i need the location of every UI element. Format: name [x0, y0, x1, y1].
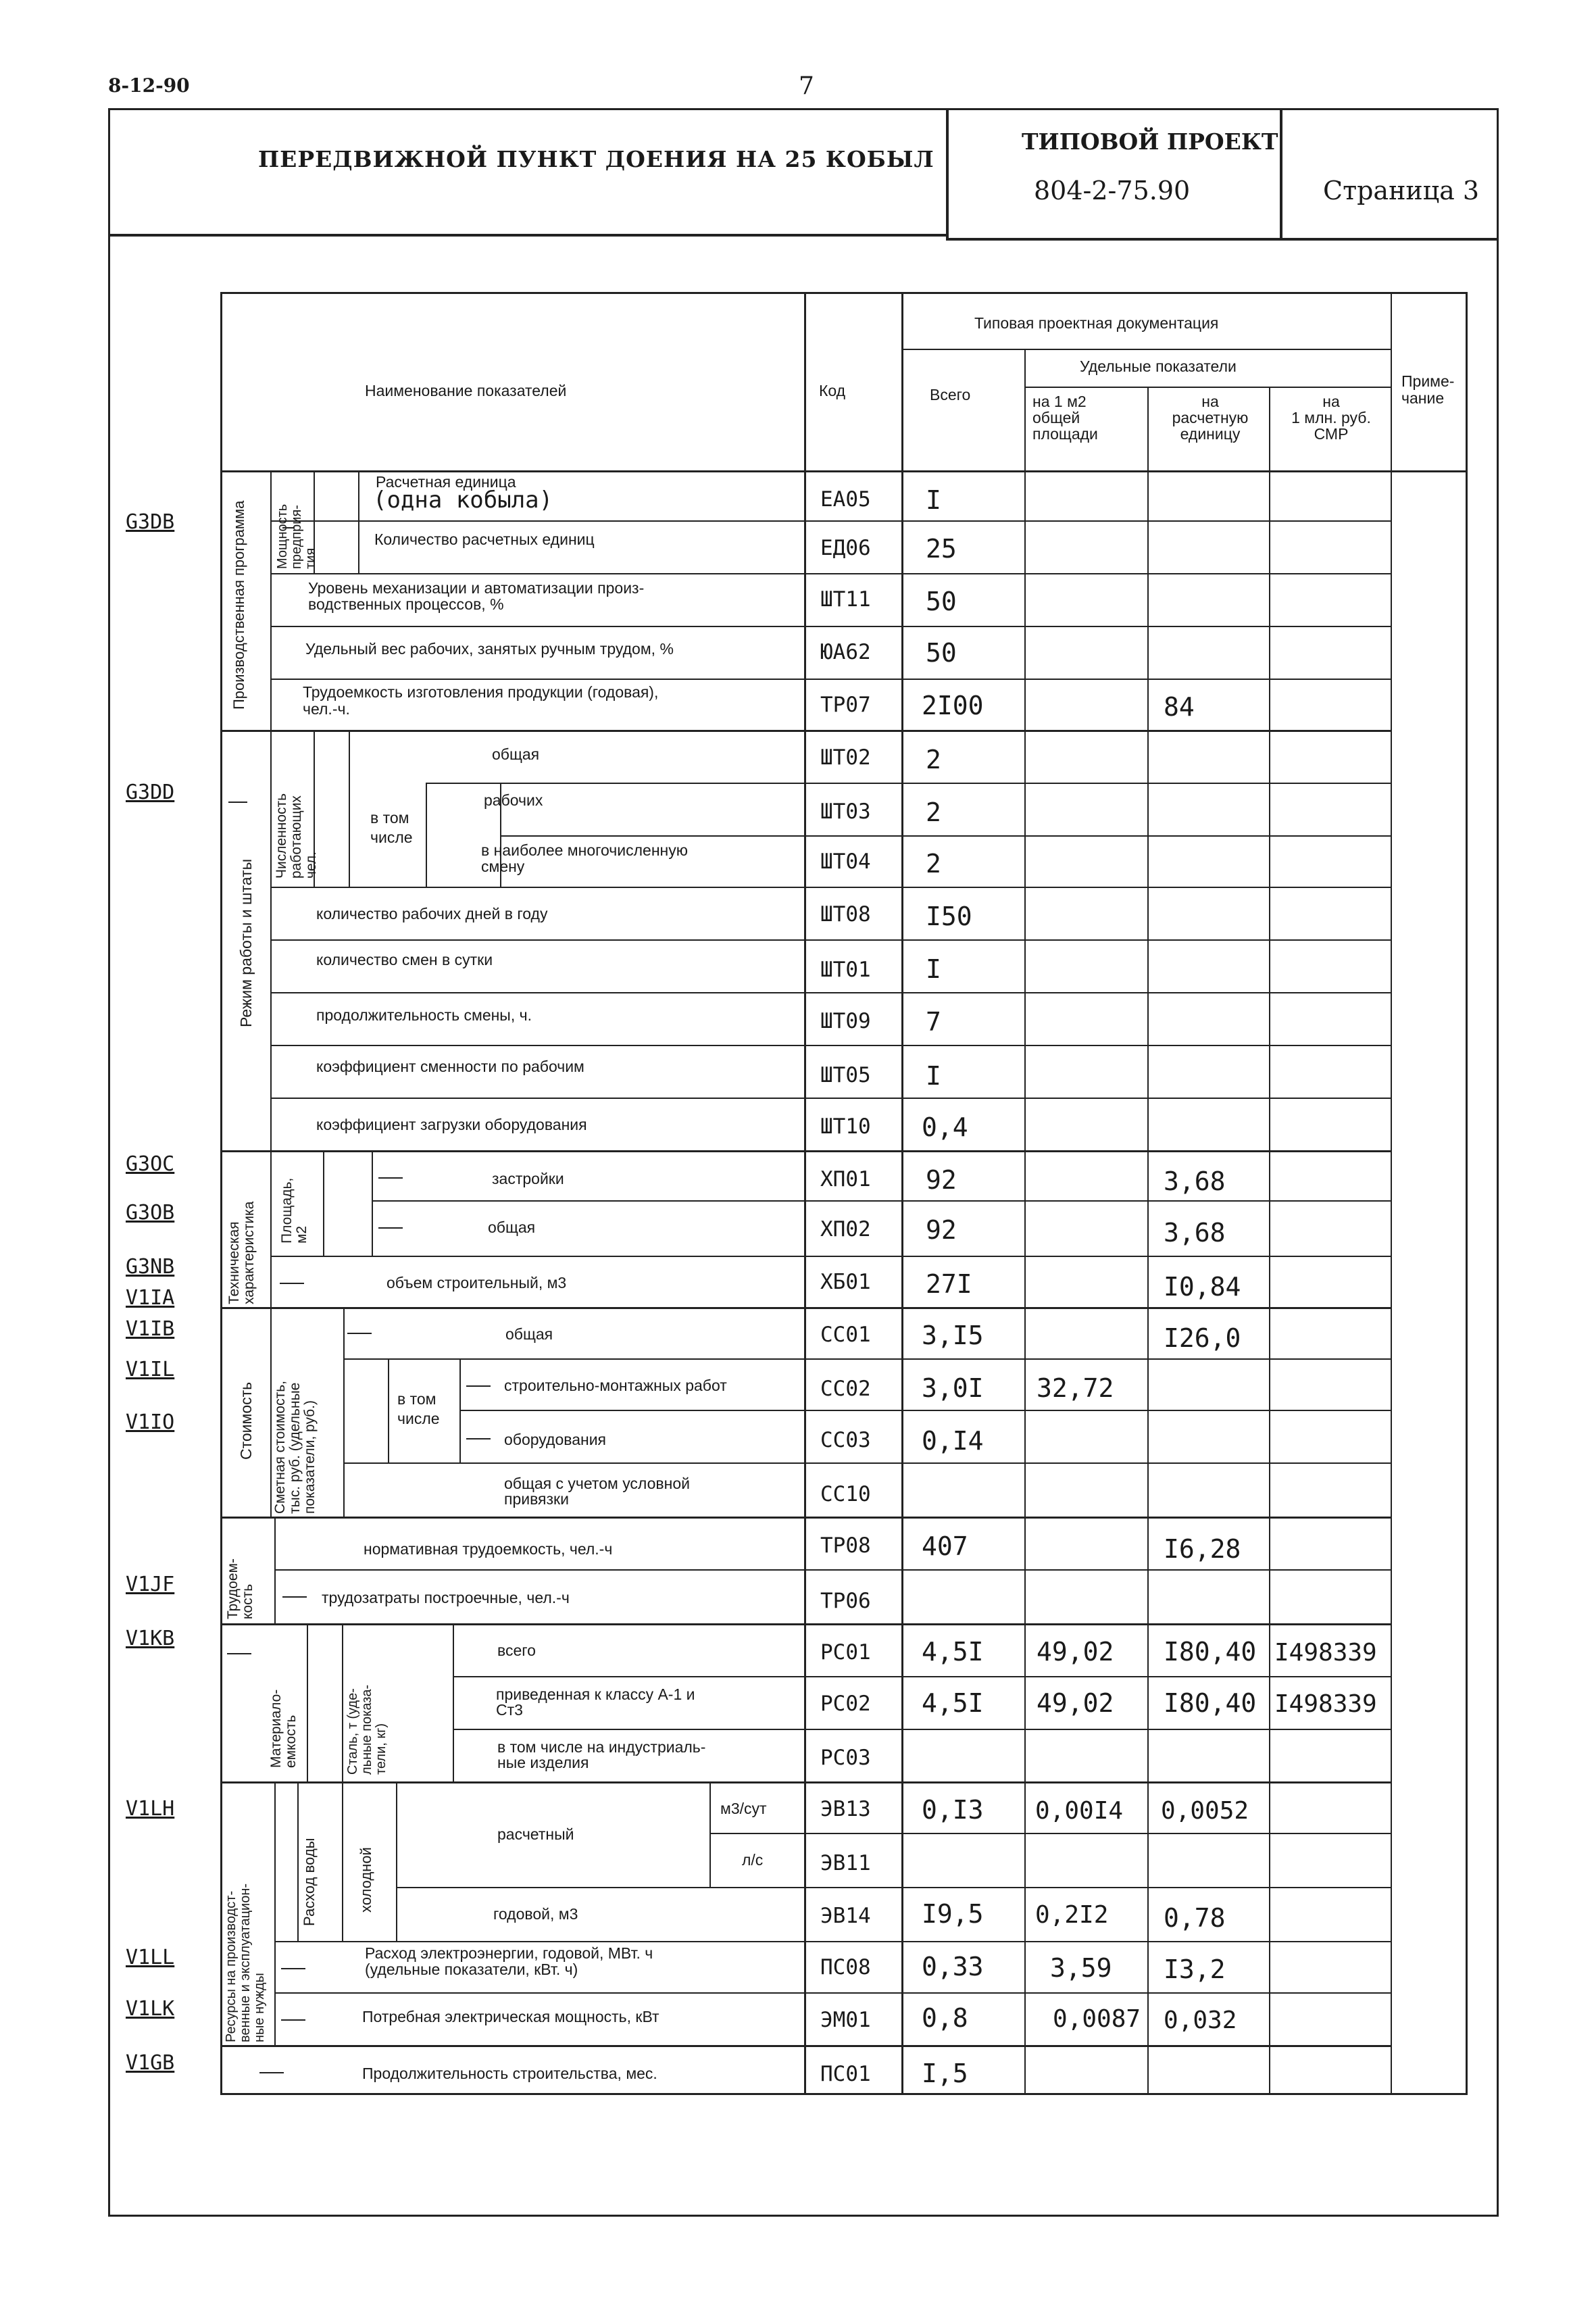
tick-mark	[378, 1177, 403, 1179]
project-type: ТИПОВОЙ ПРОЕКТ	[1022, 128, 1278, 155]
sec-col	[459, 1358, 461, 1462]
row-code: ТР08	[820, 1533, 871, 1558]
row-code: ХП02	[820, 1217, 871, 1241]
sec-cold: холодной	[357, 1847, 374, 1913]
row-name: общая	[505, 1325, 553, 1343]
res-l3: ные нужды	[252, 1973, 267, 2042]
row-total: 0,33	[922, 1952, 984, 1981]
row-unit: м3/сут	[720, 1800, 767, 1817]
it-l2: числе	[397, 1409, 440, 1427]
note-l2: чание	[1401, 389, 1445, 408]
row-code: ШТ08	[820, 902, 871, 927]
tick-mark	[466, 1385, 491, 1387]
sec-regime: Режим работы и штаты	[237, 858, 255, 1027]
col-per-mln-header	[1272, 393, 1391, 442]
sec-production: Производственная программа	[230, 500, 247, 710]
res-l2: венные и эксплуатацион-	[238, 1883, 253, 2042]
r-line	[709, 1833, 1391, 1834]
row-name: нормативная трудоемкость, чел.-ч	[364, 1540, 613, 1558]
margin-code: G3OB	[126, 1201, 175, 1225]
row-code: ПС08	[820, 1955, 871, 1979]
sheet-number: 7	[799, 72, 814, 100]
title-divider	[108, 234, 946, 237]
row-total: 0,I4	[922, 1426, 984, 1456]
hc-l1: Численность	[274, 793, 289, 879]
row-name: годовой, м3	[493, 1905, 578, 1923]
col-mln-left	[1269, 387, 1270, 2095]
tick-mark	[228, 802, 247, 803]
sec-labor	[226, 1558, 255, 1619]
area-l2: м2	[294, 1225, 310, 1244]
margin-code: G3NB	[126, 1255, 175, 1279]
table-border	[220, 292, 1468, 2095]
row-per-unit: I3,2	[1164, 1954, 1226, 1984]
r-line	[396, 1887, 1391, 1888]
r-line	[270, 992, 1391, 993]
row-total: 2	[926, 849, 941, 879]
r-line	[274, 1992, 1391, 1994]
hdr-line-2	[1024, 387, 1391, 388]
row-name-l2: (удельные показатели, кВт. ч)	[365, 1961, 578, 1979]
sec-col	[323, 1150, 324, 1256]
row-code: ЭВ11	[820, 1851, 871, 1875]
hdr-line-1	[901, 349, 1391, 350]
row-per-unit: 0,78	[1164, 1903, 1226, 1933]
col-code-left	[804, 292, 806, 2095]
section-line	[220, 730, 1391, 732]
row-name: коэффициент загрузки оборудования	[316, 1116, 587, 1133]
row-code: СС03	[820, 1428, 871, 1452]
row-code: ШТ02	[820, 745, 871, 770]
page-label: Страница 3	[1323, 176, 1480, 205]
tick-mark	[347, 1333, 372, 1334]
st-l3: тели, кг)	[374, 1723, 389, 1775]
margin-code: V1IO	[126, 1410, 175, 1434]
margin-code: V1LH	[126, 1797, 175, 1821]
it-l2: числе	[370, 828, 413, 846]
r-line	[500, 835, 1391, 837]
per-m2-l3: площади	[1032, 425, 1098, 443]
row-total: 50	[926, 638, 957, 668]
r-line	[459, 1410, 1391, 1411]
row-name	[303, 684, 658, 718]
col-name-header: Наименование показателей	[365, 382, 567, 399]
sec-col	[270, 470, 272, 1150]
per-mln-l1: на	[1322, 393, 1340, 410]
row-per-mln: I498339	[1274, 1690, 1377, 1718]
sec-col	[426, 783, 427, 887]
row-per-m2: 32,72	[1037, 1373, 1114, 1403]
area-l1: Площадь,	[279, 1177, 295, 1244]
row-name: Удельный вес рабочих, занятых ручным трудом, %	[305, 640, 674, 658]
sec-col	[343, 1307, 345, 1517]
r-line	[270, 520, 1391, 522]
margin-code: V1LK	[126, 1997, 175, 2021]
row-total: 0,4	[922, 1112, 968, 1142]
row-name: строительно-монтажных работ	[504, 1377, 727, 1394]
project-number: 804-2-75.90	[1034, 176, 1191, 205]
row-name	[496, 1687, 695, 1718]
r-line	[343, 1462, 1391, 1464]
sec-col	[270, 1150, 272, 1307]
title-divider-2	[946, 238, 1499, 241]
sec-estimate	[273, 1381, 318, 1514]
row-code: ЕА05	[820, 487, 871, 512]
sec-area	[280, 1178, 309, 1244]
sec-col	[388, 1358, 389, 1462]
sec-steel	[346, 1685, 389, 1775]
row-name-l1: Уровень механизации и автоматизации произ-	[308, 579, 645, 597]
row-total: 2	[926, 797, 941, 827]
row-code: ХБ01	[820, 1270, 871, 1294]
row-per-mln: I498339	[1274, 1639, 1377, 1667]
margin-code: V1IL	[126, 1358, 175, 1381]
sec-col	[342, 1623, 343, 1781]
row-name: трудозатраты построечные, чел.-ч	[322, 1589, 570, 1606]
row-code: ШТ09	[820, 1009, 871, 1033]
it-l1: в том	[397, 1390, 437, 1408]
row-code: ШТ11	[820, 587, 871, 612]
row-total: 25	[926, 534, 957, 564]
row-code: ШТ05	[820, 1063, 871, 1087]
row-code: СС10	[820, 1482, 871, 1506]
per-m2-l1: на 1 м2	[1032, 393, 1087, 410]
row-code: ЭВ13	[820, 1797, 871, 1821]
r-line	[426, 783, 1391, 784]
per-unit-l2: расчетную	[1172, 409, 1249, 427]
per-m2-l2: общей	[1032, 409, 1080, 427]
section-line	[220, 2045, 1391, 2047]
mat-l1: Материало-	[268, 1689, 284, 1768]
hc-l3: чел.	[303, 851, 320, 879]
sec-col	[396, 1781, 397, 1941]
row-name	[497, 1740, 705, 1771]
row-name: коэффициент сменности по рабочим	[316, 1058, 584, 1075]
st-l2: льные показа-	[359, 1684, 374, 1775]
est-l1: Сметная стоимость,	[272, 1381, 288, 1514]
sec-col	[307, 1623, 308, 1781]
row-unit: л/с	[742, 1851, 764, 1869]
row-name-l1: приведенная к классу А-1 и	[496, 1685, 695, 1703]
col-note-header	[1401, 373, 1454, 408]
sec-headcount	[274, 793, 319, 879]
tick-mark	[466, 1438, 491, 1439]
sec-col	[274, 1781, 276, 2045]
row-per-m2: 49,02	[1037, 1688, 1114, 1718]
r-line	[270, 679, 1391, 680]
row-total: 92	[926, 1165, 957, 1195]
row-name-l2: смену	[481, 858, 525, 876]
row-name: рабочих	[484, 791, 543, 809]
row-name: оборудования	[504, 1431, 606, 1448]
row-code: ПС01	[820, 2062, 871, 2086]
margin-code: V1IB	[126, 1317, 175, 1341]
row-per-unit: I80,40	[1164, 1637, 1257, 1667]
r-line	[274, 1941, 1391, 1942]
tech-l2: характеристика	[241, 1201, 257, 1304]
row-name	[481, 842, 688, 875]
row-code: РС03	[820, 1746, 871, 1770]
margin-code: V1IA	[126, 1286, 175, 1310]
r-line	[270, 1045, 1391, 1046]
cap-l1: Мощность	[275, 503, 290, 569]
row-name-l2: водственных процессов, %	[308, 595, 504, 614]
per-mln-l3: СМР	[1314, 425, 1349, 443]
row-code: ТР06	[820, 1589, 871, 1613]
col-specific-header: Удельные показатели	[1080, 358, 1237, 375]
r-line	[453, 1676, 1391, 1677]
row-code: ЭМ01	[820, 2008, 871, 2032]
st-l1: Сталь, т (уде-	[345, 1688, 360, 1775]
row-name: всего	[497, 1642, 536, 1659]
section-line	[220, 1623, 1391, 1625]
r-line	[343, 1358, 1391, 1360]
row-per-m2: 0,0087	[1053, 2005, 1141, 2033]
row-name-l1: Трудоемкость изготовления продукции (годовая),	[303, 683, 659, 701]
margin-code: G3OC	[126, 1152, 175, 1176]
col-per-m2-header	[1032, 393, 1098, 442]
title-vline-1	[946, 108, 949, 238]
section-line	[220, 1307, 1391, 1309]
in-that-label-1	[370, 808, 413, 847]
row-total: I,5	[922, 2059, 968, 2088]
row-name-l2: ные изделия	[497, 1754, 589, 1771]
row-per-unit: 0,032	[1164, 2007, 1237, 2034]
row-name-l2: Ст3	[496, 1701, 523, 1719]
lab-l1: Трудоем-	[225, 1558, 241, 1619]
row-name	[504, 1476, 690, 1507]
section-line	[220, 1517, 1391, 1519]
row-name	[308, 580, 644, 612]
tick-mark	[280, 1283, 304, 1284]
row-name: застройки	[492, 1170, 564, 1187]
sec-tech	[227, 1202, 257, 1304]
sec-resources	[224, 1884, 267, 2042]
r-line	[270, 1256, 1391, 1257]
row-total: I50	[926, 902, 972, 931]
row-code: ХП01	[820, 1167, 871, 1191]
row-total: 0,8	[922, 2003, 968, 2033]
row-code: ШТ04	[820, 850, 871, 874]
row-per-m2: 3,59	[1050, 1953, 1112, 1983]
sec-capacity	[276, 504, 318, 569]
margin-code: G3DD	[126, 781, 175, 804]
tick-mark	[281, 1968, 305, 1969]
row-per-unit: I26,0	[1164, 1323, 1241, 1353]
row-name: расчетный	[497, 1825, 574, 1843]
col-total-header: Всего	[930, 386, 971, 403]
hdr-line-bottom	[220, 470, 1468, 472]
row-name-l1: Расход электроэнергии, годовой, МВт. ч	[365, 1944, 653, 1962]
row-total: I	[926, 954, 941, 984]
row-total: 0,I3	[922, 1795, 984, 1825]
row-name-l2: чел.-ч.	[303, 700, 350, 718]
row-name: Количество расчетных единиц	[374, 531, 595, 548]
sec-col	[270, 1307, 272, 1517]
r-line	[453, 1729, 1391, 1730]
row-name: Потребная электрическая мощность, кВт	[362, 2008, 659, 2025]
row-name: общая	[488, 1218, 536, 1236]
per-unit-l1: на	[1201, 393, 1219, 410]
row-per-unit: 0,0052	[1161, 1797, 1249, 1825]
row-name	[365, 1945, 653, 1977]
col-code-header: Код	[819, 382, 846, 399]
sec-col	[358, 470, 359, 573]
col-per-unit-header	[1153, 393, 1268, 442]
row-per-unit: I6,28	[1164, 1534, 1241, 1564]
row-total: I	[926, 1061, 941, 1091]
row-code: ШТ03	[820, 799, 871, 824]
hc-l2: работающих	[289, 795, 305, 879]
col-note-left	[1391, 292, 1392, 2095]
row-name: общая	[492, 745, 540, 763]
sec-col	[372, 1150, 373, 1256]
row-total: 2	[926, 745, 941, 774]
tick-mark	[282, 527, 295, 528]
cap-l2: предприя-	[289, 505, 304, 569]
tech-l1: Техническая	[226, 1221, 242, 1304]
mat-l2: емкость	[283, 1715, 299, 1768]
row-total: I9,5	[922, 1899, 984, 1929]
row-code: ШТ01	[820, 958, 871, 982]
row-code: РС02	[820, 1692, 871, 1716]
tick-mark	[281, 2019, 305, 2021]
row-total: 3,I5	[922, 1321, 984, 1350]
row-code: ШТ10	[820, 1114, 871, 1139]
tick-mark	[227, 1653, 251, 1654]
row-total: 50	[926, 587, 957, 616]
it-l1: в том	[370, 809, 409, 827]
row-total: 2I00	[922, 691, 984, 720]
sec-col	[349, 730, 350, 887]
margin-code: V1JF	[126, 1573, 175, 1596]
sec-col	[297, 1781, 299, 1941]
lab-l2: кость	[240, 1583, 256, 1619]
sec-col	[274, 1517, 276, 1623]
margin-code: V1KB	[126, 1627, 175, 1650]
sec-material	[269, 1690, 299, 1768]
row-name-l2: привязки	[504, 1490, 569, 1508]
row-name: количество смен в сутки	[316, 951, 493, 968]
row-total: I	[926, 485, 941, 515]
row-name: количество рабочих дней в году	[316, 905, 548, 922]
per-mln-l2: 1 млн. руб.	[1291, 409, 1371, 427]
row-name-2: (одна кобыла)	[373, 487, 553, 514]
per-unit-l3: единицу	[1180, 425, 1241, 443]
row-total: 4,5I	[922, 1688, 984, 1718]
r-line	[270, 626, 1391, 627]
row-per-unit: 3,68	[1164, 1166, 1226, 1196]
col-unit-left	[1147, 387, 1149, 2095]
row-code: СС02	[820, 1377, 871, 1401]
row-total: 27I	[926, 1269, 972, 1299]
margin-code: V1LL	[126, 1946, 175, 1969]
row-total: 4,5I	[922, 1637, 984, 1667]
row-per-m2: 0,2I2	[1035, 1901, 1109, 1929]
r-line	[372, 1200, 1391, 1202]
sec-cost: Стоимость	[237, 1381, 255, 1460]
row-code: РС01	[820, 1640, 871, 1665]
row-name: продолжительность смены, ч.	[316, 1006, 532, 1024]
sec-col	[342, 1781, 343, 1941]
row-code: СС01	[820, 1323, 871, 1347]
row-name: объем строительный, м3	[386, 1274, 567, 1291]
col-total-left	[901, 292, 903, 2095]
row-code: ТР07	[820, 693, 871, 717]
doc-number: 8-12-90	[108, 74, 190, 97]
row-per-unit: 3,68	[1164, 1218, 1226, 1248]
col-group-header: Типовая проектная документация	[974, 314, 1219, 332]
sec-col	[709, 1781, 711, 1887]
est-l3: показатели, руб.)	[302, 1400, 318, 1514]
note-l1: Приме-	[1401, 372, 1455, 390]
tick-mark	[259, 2072, 284, 2073]
row-code: ЮА62	[820, 640, 871, 664]
row-total: 7	[926, 1007, 941, 1037]
row-total: 92	[926, 1215, 957, 1245]
row-code: ЕД06	[820, 536, 871, 560]
est-l2: тыс. руб. (удельные	[287, 1382, 303, 1514]
row-total: 3,0I	[922, 1373, 984, 1403]
row-per-unit: 84	[1164, 692, 1195, 722]
in-that-label-2	[397, 1389, 440, 1429]
r-line	[270, 939, 1391, 941]
row-per-m2: 49,02	[1037, 1637, 1114, 1667]
res-l1: Ресурсы на производст-	[224, 1890, 239, 2042]
row-per-m2: 0,00I4	[1035, 1797, 1124, 1825]
row-name: Продолжительность строительства, мес.	[362, 2065, 657, 2082]
row-code: ЭВ14	[820, 1904, 871, 1928]
row-name-l1: в наиболее многочисленную	[481, 841, 688, 859]
r-line	[270, 1098, 1391, 1099]
tick-mark	[282, 1596, 307, 1598]
sec-col	[453, 1623, 454, 1781]
margin-code: V1GB	[126, 2051, 175, 2075]
row-total: 407	[922, 1531, 968, 1561]
title-vline-2	[1280, 108, 1282, 238]
sec-water: Расход воды	[301, 1838, 318, 1926]
r-line	[274, 1569, 1391, 1571]
section-line	[220, 1150, 1391, 1152]
row-per-unit: I80,40	[1164, 1688, 1257, 1718]
page-title: ПЕРЕДВИЖНОЙ ПУНКТ ДОЕНИЯ НА 25 КОБЫЛ	[258, 146, 934, 172]
row-name-l1: общая с учетом условной	[504, 1475, 690, 1492]
cap-l3: тия	[303, 547, 318, 569]
row-per-unit: I0,84	[1164, 1272, 1241, 1302]
row-name: Расчетная единица	[376, 473, 516, 491]
row-name-l1: в том числе на индустриаль-	[497, 1738, 706, 1756]
margin-code: G3DB	[126, 510, 175, 534]
r-line	[270, 887, 1391, 888]
r-line	[270, 573, 1391, 574]
tick-mark	[378, 1227, 403, 1229]
